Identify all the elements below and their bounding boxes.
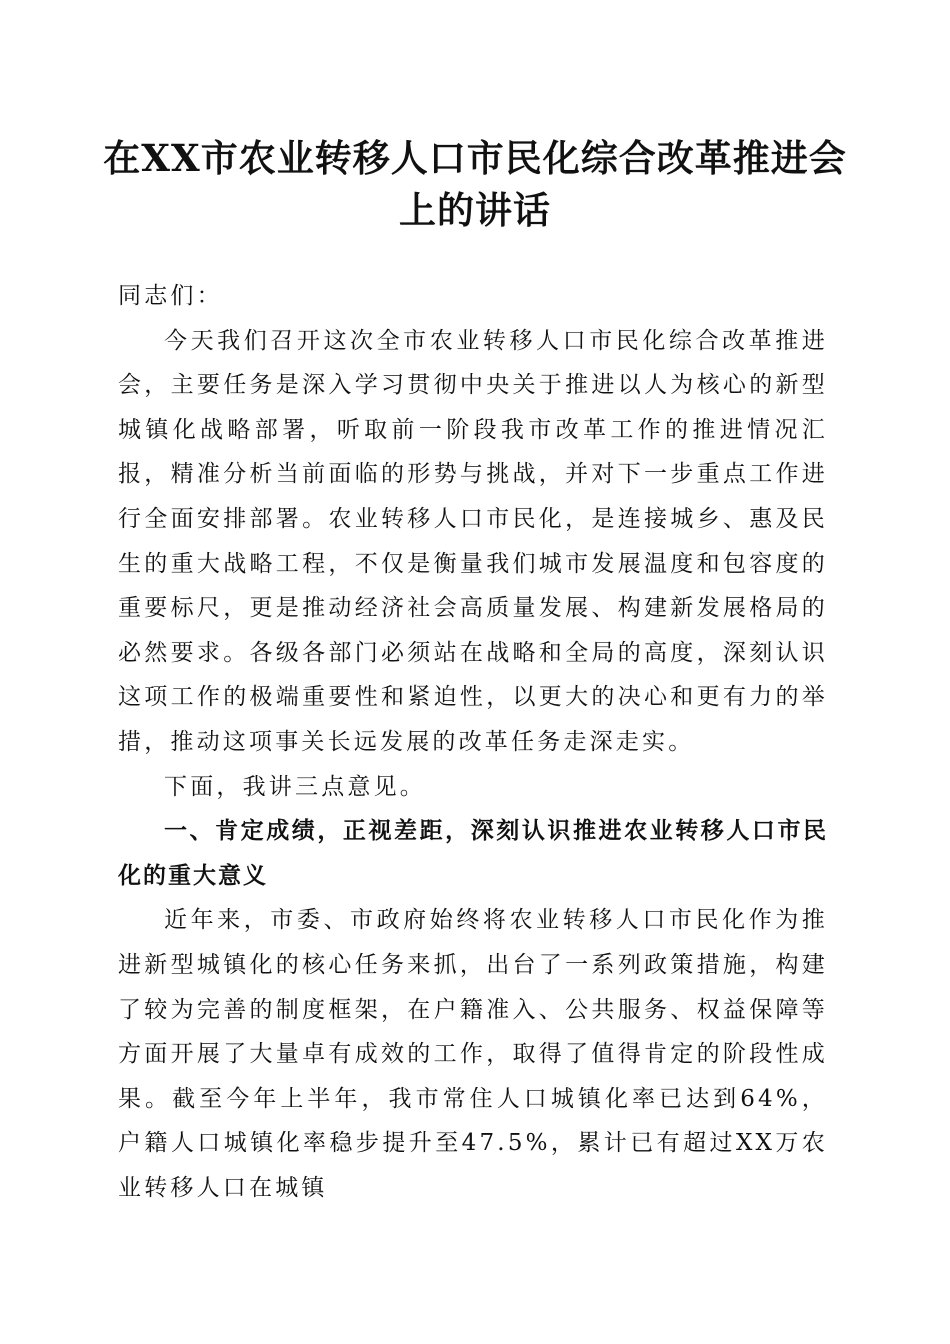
paragraph-achievements: 近年来，市委、市政府始终将农业转移人口市民化作为推进新型城镇化的核心任务来抓，出台了一系列政策措施，构建了较为完善的制度框架，在户籍准入、公共服务、权益保障等方面开展了大量卓有成效的工作，取得了值得肯定的阶段性成果。截至今年上半年，我市常住人口城镇化率已达到64%，户籍人口城镇化率稳步提升至47.5%，累计已有超过XX万农业转移人口在城镇 (118, 907, 828, 1201)
paragraph-outline: 下面，我讲三点意见。 (164, 773, 426, 800)
title-line-2: 上的讲话 (399, 188, 551, 232)
document-body (118, 274, 828, 1210)
document-title (100, 132, 850, 236)
paragraph-opening: 今天我们召开这次全市农业转移人口市民化综合改革推进会，主要任务是深入学习贯彻中央关于推进以人为核心的新型城镇化战略部署，听取前一阶段我市改革工作的推进情况汇报，精准分析当前面临的形势与挑战，并对下一步重点工作进行全面安排部署。农业转移人口市民化，是连接城乡、惠及民生的重大战略工程，不仅是衡量我们城市发展温度和包容度的重要标尺，更是推动经济社会高质量发展、构建新发展格局的必然要求。各级各部门必须站在战略和全局的高度，深刻认识这项工作的极端重要性和紧迫性，以更大的决心和更有力的举措，推动这项事关长远发展的改革任务走深走实。 (118, 327, 828, 755)
salutation: 同志们： (118, 283, 223, 309)
title-line-1: 在XX市农业转移人口市民化综合改革推进会 (103, 136, 847, 180)
section-heading-1: 一、肯定成绩，正视差距，深刻认识推进农业转移人口市民化的重大意义 (118, 818, 828, 889)
